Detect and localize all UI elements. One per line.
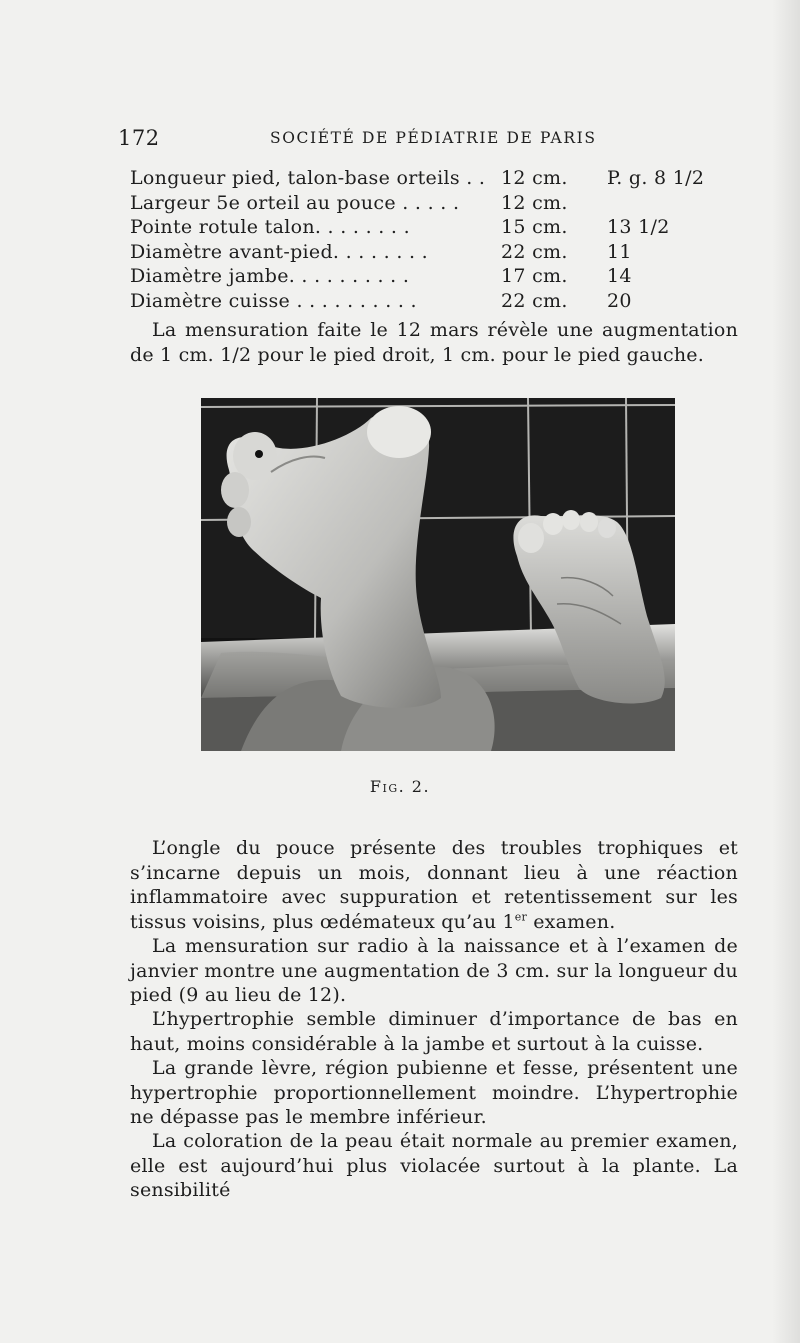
measurement-label: Largeur 5e orteil au pouce . . . . . [130,191,460,214]
intro-paragraph: La mensuration faite le 12 mars révèle une augmentation de 1 cm. 1/2 pour le pied droit, 1 cm. pour le pied gauche. [130,319,738,366]
measurement-right-foot: 17 cm. [501,265,568,287]
table-row [130,191,730,216]
measurement-left-foot: 14 [607,265,632,287]
measurement-table [130,166,730,313]
measurement-left-foot: 20 [607,289,632,312]
running-head-title: SOCIÉTÉ DE PÉDIATRIE DE PARIS [270,129,597,147]
measurement-right-foot: 22 cm. [501,289,568,312]
body-paragraph: L’hypertrophie semble diminuer d’importance de bas en haut, moins considérable à la jambe et surtout à la cuisse. [130,1008,738,1055]
page-number: 172 [118,126,160,150]
measurement-right-foot: 12 cm. [501,191,568,214]
measurement-right-foot: 15 cm. [501,216,568,238]
measurement-label: Diamètre cuisse . . . . . . . . . . [130,289,417,312]
body-paragraph: La mensuration sur radio à la naissance et à l’examen de janvier montre une augmentation de 3 cm. sur la longueur du pied (9 au lieu de 12). [130,935,738,1006]
measurement-left-foot [607,191,730,216]
table-row [130,264,730,289]
measurement-label: Pointe rotule talon. . . . . . . . [130,216,410,238]
body-paragraph: La grande lèvre, région pubienne et fesse, présentent une hypertrophie proportionnellement moindre. L’hypertrophie ne dépasse pas le membre inférieur. [130,1057,738,1128]
table-row [130,240,730,265]
running-head [118,126,698,154]
measurement-right-foot: 12 cm. [501,167,568,189]
measurement-label: Longueur pied, talon-base orteils . . [130,167,486,189]
measurement-label: Diamètre jambe. . . . . . . . . . [130,265,410,287]
paragraph-text: examen. [526,910,616,933]
table-row [130,166,730,191]
measurement-left-foot: 11 [607,240,632,263]
body-paragraph: La coloration de la peau était normale au premier examen, elle est aujourd’hui plus violacée surtout à la plante. La sensibilité [130,1130,738,1201]
page-edge-shadow [772,0,800,1343]
table-row [130,215,730,240]
measurement-right-foot: 22 cm. [501,240,568,263]
table-row [130,289,730,314]
measurement-label: Diamètre avant-pied. . . . . . . . [130,240,429,263]
figure-photo-feet [201,398,675,751]
superscript-text: er [514,910,527,924]
measurement-left-foot: P. g. 8 1/2 [607,167,705,189]
paragraph-text: L’ongle du pouce présente des troubles trophiques et s’incarne depuis un mois, donnant lieu à une réaction inflammatoire avec suppuration et retentissement sur les tissus voisins, plus œdémateux qu’au 1 [130,837,738,933]
measurement-left-foot: 13 1/2 [607,216,670,238]
body-paragraph [130,836,738,934]
figure-caption: Fig. 2. [369,777,431,796]
